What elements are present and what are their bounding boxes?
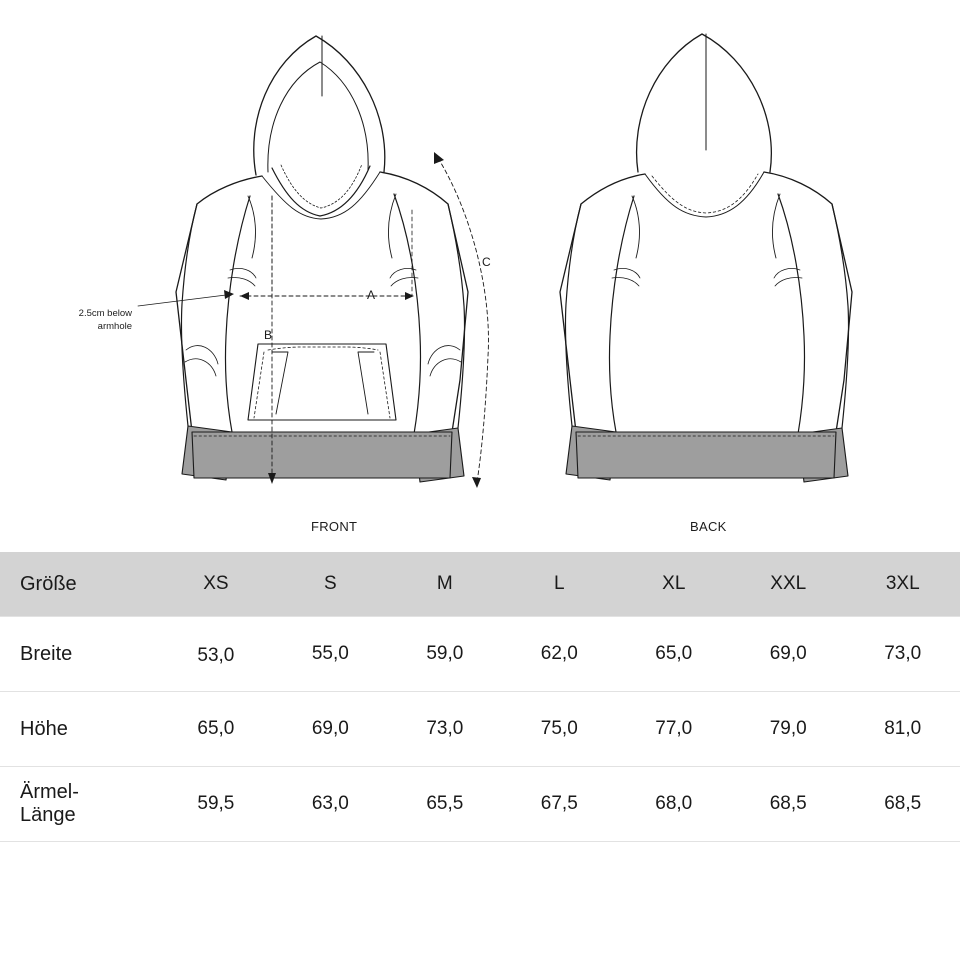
back-sleeve-right-inner: [778, 194, 805, 434]
cell-breite-3xl: 73,0: [884, 643, 922, 664]
table-row: [0, 692, 960, 767]
armhole-left: [248, 196, 255, 258]
dim-c-arrow-bottom: [472, 477, 481, 488]
cell-hoehe-3xl: 81,0: [884, 718, 922, 739]
armhole-callout-line1: 2.5cm below: [78, 308, 132, 319]
cell-breite-xl: 65,0: [655, 643, 693, 664]
cell-breite-xxl: 69,0: [769, 643, 807, 664]
cell-hoehe-s: 69,0: [311, 718, 349, 739]
front-view-group: [176, 36, 468, 482]
cell-aermel-xxl: 68,5: [769, 793, 807, 814]
wrinkle-left-3: [186, 346, 218, 364]
cell-aermel-s: 63,0: [311, 793, 349, 814]
back-body-right: [764, 172, 852, 432]
back-sleeve-left-outer: [565, 204, 581, 426]
sleeve-left-inner: [225, 196, 250, 432]
wrinkle-left-1: [230, 268, 256, 278]
size-table: [0, 552, 960, 842]
cell-aermel-l: 67,5: [540, 793, 578, 814]
wrinkle-left-2: [228, 277, 255, 286]
header-cell-xs: XS: [203, 573, 229, 594]
back-neck-seam: [645, 172, 764, 217]
table-header-row: [0, 552, 960, 617]
back-wrinkle-r1: [774, 268, 800, 278]
back-view-caption: BACK: [690, 519, 727, 534]
cell-breite-m: 59,0: [426, 643, 464, 664]
dim-label-a: A: [367, 288, 376, 302]
header-cell-label: Größe: [20, 572, 77, 595]
armhole-callout: [42, 307, 132, 333]
back-view-group: [560, 34, 852, 482]
table-row: [0, 617, 960, 692]
dim-a-arrow-right: [405, 292, 414, 300]
cell-aermel-xs: 59,5: [197, 793, 235, 814]
dim-label-c: C: [482, 255, 491, 269]
back-sleeve-left-inner: [609, 196, 634, 432]
sleeve-left-outer: [181, 204, 197, 426]
header-cell-xl: XL: [662, 573, 686, 594]
row-label-aermellaenge-line1: Ärmel-: [20, 781, 79, 803]
back-body-left: [560, 174, 645, 432]
table-row: [0, 767, 960, 842]
cell-aermel-xl: 68,0: [655, 793, 693, 814]
cell-aermel-3xl: 68,5: [884, 793, 922, 814]
pocket-outline: [248, 344, 396, 420]
dim-label-b: B: [264, 328, 273, 342]
cell-breite-l: 62,0: [540, 643, 578, 664]
header-cell-s: S: [324, 573, 337, 594]
back-armhole-left: [632, 196, 639, 258]
neck-seam: [262, 172, 380, 219]
hood-outline: [254, 36, 385, 175]
cell-hoehe-m: 73,0: [426, 718, 464, 739]
row-label-aermellaenge: [0, 767, 159, 842]
front-view-caption: FRONT: [311, 519, 358, 534]
header-cell-l: L: [554, 573, 565, 594]
armhole-callout-line2: armhole: [97, 321, 132, 332]
header-cell-xxl: XXL: [770, 573, 807, 594]
cell-hoehe-xl: 77,0: [655, 718, 693, 739]
wrinkle-left-4: [185, 359, 216, 376]
waistband-front: [192, 432, 452, 478]
back-neck-stitch: [652, 174, 758, 213]
back-hood-outline: [637, 34, 772, 172]
back-waistband: [576, 432, 836, 478]
armhole-right: [389, 194, 396, 258]
cell-breite-xs: 53,0: [197, 645, 235, 666]
wrinkle-right-3: [428, 346, 460, 364]
sleeve-right-inner: [394, 194, 421, 434]
back-wrinkle-l1: [614, 268, 640, 278]
back-wrinkle-l2: [612, 277, 639, 286]
header-cell-m: M: [436, 573, 453, 594]
cell-hoehe-xxl: 79,0: [769, 718, 807, 739]
cell-aermel-m: 65,5: [426, 793, 464, 814]
row-label-hoehe: Höhe: [20, 717, 68, 740]
cell-breite-s: 55,0: [311, 643, 349, 664]
back-armhole-right: [773, 194, 780, 258]
cell-hoehe-xs: 65,0: [197, 718, 235, 739]
header-cell-3xl: 3XL: [885, 573, 920, 594]
back-wrinkle-r2: [775, 277, 802, 286]
row-label-aermellaenge-line2: Länge: [20, 804, 76, 826]
wrinkle-right-2: [391, 277, 418, 286]
cell-hoehe-l: 75,0: [540, 718, 578, 739]
row-label-breite: Breite: [20, 642, 73, 665]
wrinkle-right-4: [430, 359, 461, 376]
dim-a-arrow-left: [240, 292, 249, 300]
dim-c-arrow-top: [434, 152, 444, 164]
